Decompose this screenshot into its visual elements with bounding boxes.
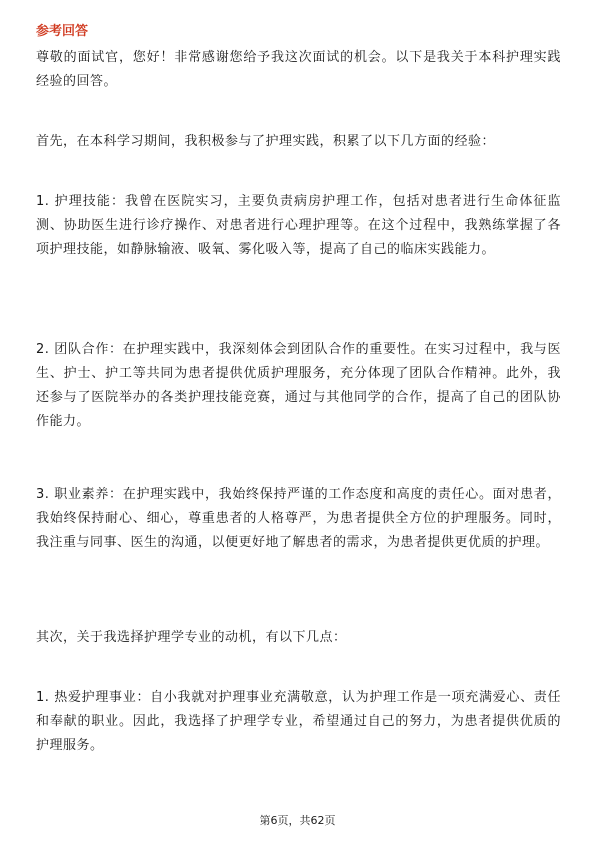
paragraph-greeting: 尊敬的面试官，您好！非常感谢您给予我这次面试的机会。以下是我关于本科护理实践经验的回答。 (36, 50, 561, 89)
paragraph-intro-first: 首先，在本科学习期间，我积极参与了护理实践，积累了以下几方面的经验： (36, 134, 496, 149)
paragraph-intro-second: 其次，关于我选择护理学专业的动机，有以下几点： (36, 630, 347, 645)
paragraph-teamwork: 2. 团队合作：在护理实践中，我深刻体会到团队合作的重要性。在实习过程中，我与医生、护士、护工等共同为患者提供优质护理服务，充分体现了团队合作精神。此外，我还参与了医院举办的各类护理技能竞赛，通过与其他同学的合作，提高了自己的团队协作能力。 (36, 342, 561, 429)
paragraph-passion: 1. 热爱护理事业：自小我就对护理事业充满敬意，认为护理工作是一项充满爱心、责任和奉献的职业。因此，我选择了护理学专业，希望通过自己的努力，为患者提供优质的护理服务。 (36, 690, 561, 753)
paragraph-professionalism: 3. 职业素养：在护理实践中，我始终保持严谨的工作态度和高度的责任心。面对患者，我始终保持耐心、细心，尊重患者的人格尊严，为患者提供全方位的护理服务。同时，我注重与同事、医生的沟通，以便更好地了解患者的需求，为患者提供更优质的护理。 (36, 487, 561, 550)
section-heading: 参考回答 (36, 24, 89, 39)
page-number-footer: 第6页，共62页 (259, 814, 336, 827)
paragraph-nursing-skills: 1. 护理技能：我曾在医院实习，主要负责病房护理工作，包括对患者进行生命体征监测、协助医生进行诊疗操作、对患者进行心理护理等。在这个过程中，我熟练掌握了各项护理技能，如静脉输液、吸氧、雾化吸入等，提高了自己的临床实践能力。 (36, 194, 561, 257)
